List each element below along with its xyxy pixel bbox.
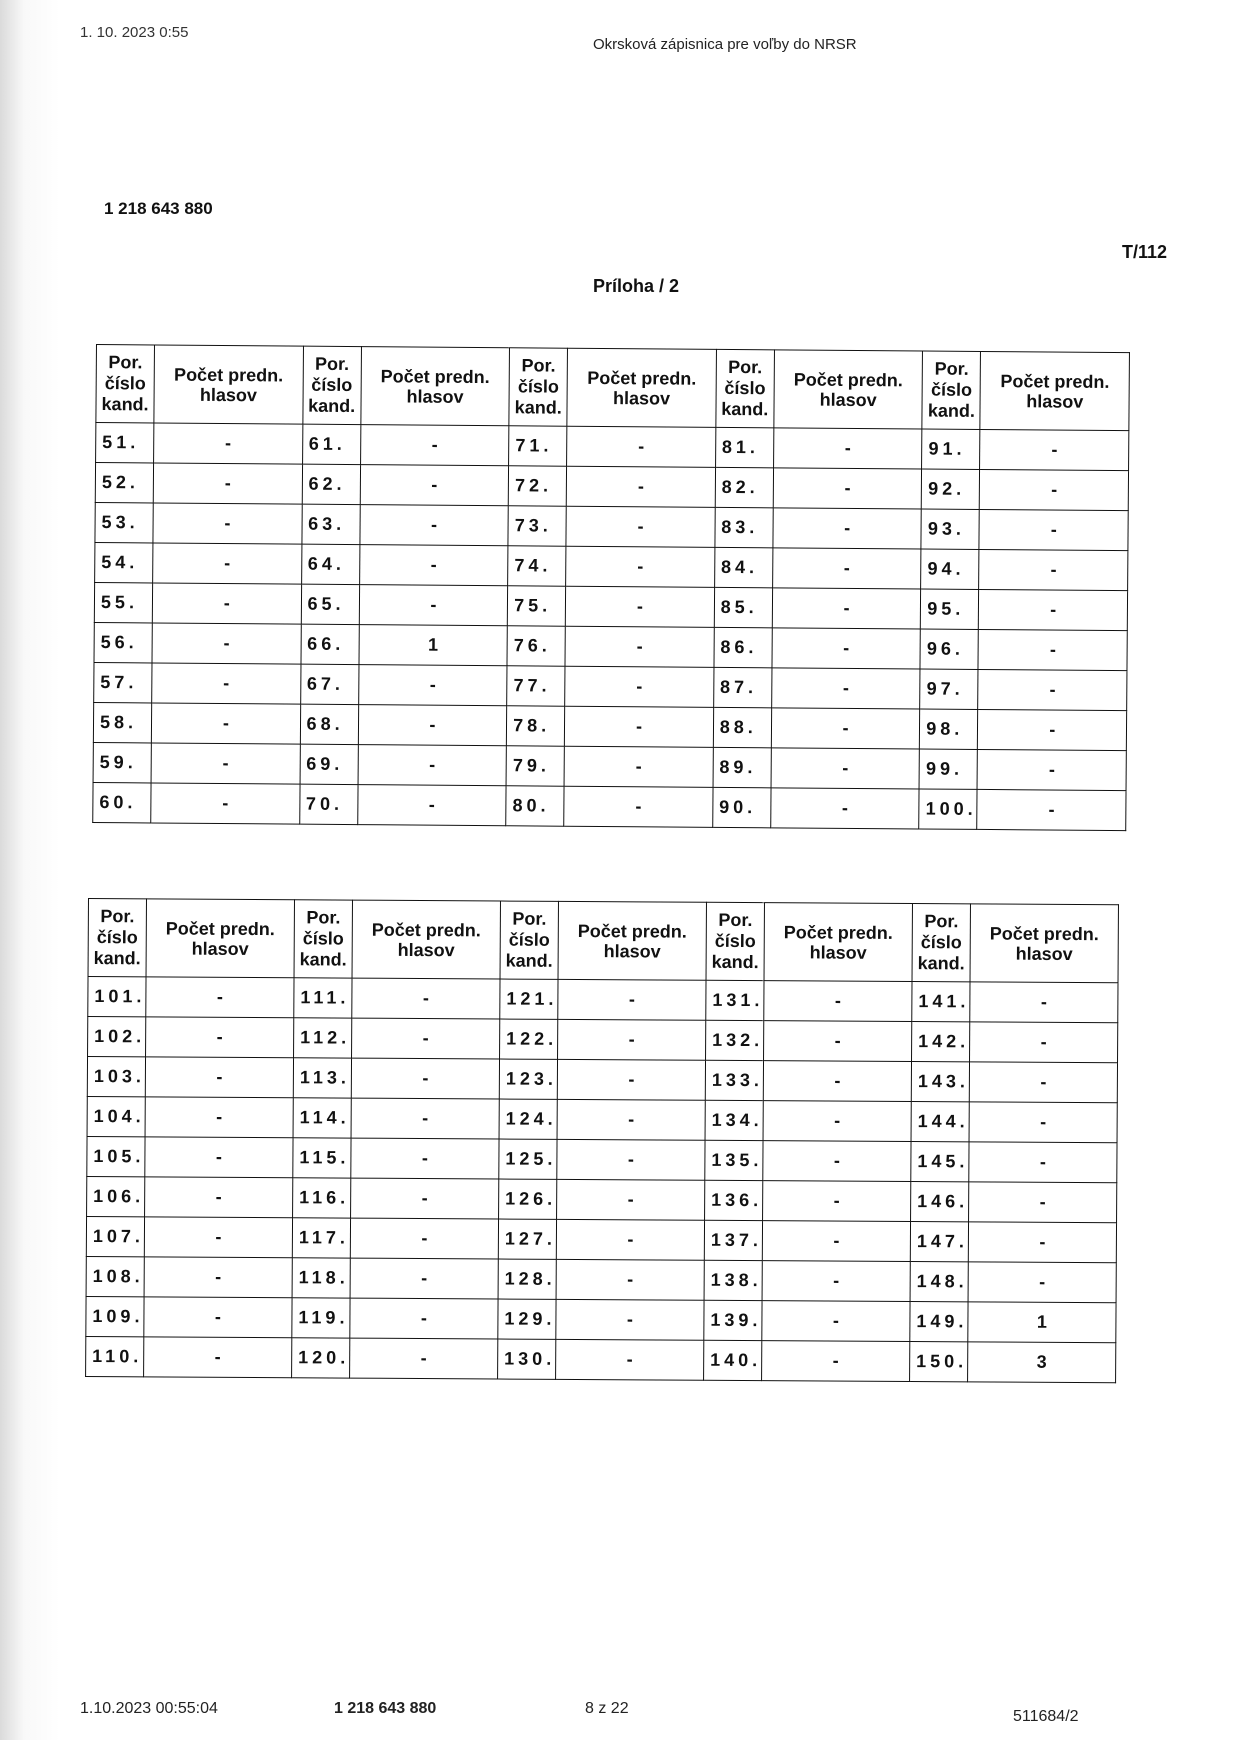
candidate-number-cell: 89. (713, 747, 771, 787)
candidate-number-cell: 54. (95, 542, 153, 582)
preference-votes-cell: - (557, 1139, 705, 1180)
candidate-number-cell: 82. (715, 467, 773, 507)
candidate-number-cell: 84. (714, 547, 772, 587)
preference-votes-cell: - (350, 1338, 498, 1379)
candidate-number-cell: 73. (508, 506, 566, 546)
table-row (86, 1336, 1116, 1382)
preference-votes-cell: - (358, 705, 507, 746)
preference-votes-cell: - (360, 465, 509, 506)
preference-votes-cell: - (144, 1297, 292, 1338)
preference-votes-cell: - (351, 1138, 499, 1179)
preference-votes-cell: - (980, 429, 1129, 470)
candidate-number-cell: 95. (921, 589, 979, 629)
candidate-number-cell: 100. (919, 789, 977, 829)
preference-votes-cell: - (351, 1098, 499, 1139)
preference-votes-cell: - (152, 623, 301, 664)
table-row (86, 1216, 1116, 1262)
candidate-number-cell: 99. (919, 749, 977, 789)
preference-votes-cell: - (773, 428, 922, 469)
candidate-number-cell: 63. (302, 504, 360, 544)
print-datetime: 1. 10. 2023 0:55 (80, 24, 189, 41)
candidate-number-cell: 94. (921, 549, 979, 589)
candidate-number-cell: 75. (507, 586, 565, 626)
candidate-number-cell: 76. (507, 626, 565, 666)
candidate-number-cell: 79. (506, 746, 564, 786)
preference-votes-cell: - (146, 1017, 294, 1058)
preference-votes-cell: - (980, 469, 1129, 510)
preference-votes-cell: - (360, 425, 509, 466)
preference-votes-cell: - (565, 706, 714, 747)
candidate-number-cell: 138. (704, 1260, 762, 1300)
table-row (88, 977, 1118, 1023)
candidate-number-cell: 74. (508, 546, 566, 586)
candidate-number-cell: 105. (87, 1136, 145, 1176)
candidate-number-cell: 88. (713, 707, 771, 747)
preference-votes-cell: - (979, 549, 1128, 590)
preference-votes-cell: - (566, 586, 715, 627)
preference-votes-cell: - (772, 628, 921, 669)
preference-votes-cell: - (152, 663, 301, 704)
candidate-number-cell: 72. (508, 466, 566, 506)
table-row (87, 1176, 1117, 1222)
table-header-row (88, 899, 1118, 983)
preference-votes-cell: - (979, 509, 1128, 550)
preference-votes-cell: - (969, 1102, 1117, 1143)
preference-votes-cell: - (977, 789, 1126, 830)
preference-votes-cell: - (763, 1141, 911, 1182)
preference-votes-cell: - (352, 978, 500, 1019)
header-candidate-number: Por. číslo kand. (96, 345, 155, 423)
candidate-number-cell: 127. (498, 1219, 556, 1259)
preference-votes-cell: - (772, 548, 921, 589)
preference-votes-cell: - (772, 588, 921, 629)
form-code: T/112 (1122, 242, 1168, 262)
candidate-number-cell: 53. (95, 502, 153, 542)
candidate-number-cell: 83. (715, 507, 773, 547)
preference-votes-cell: - (359, 545, 508, 586)
preference-votes-cell: 1 (968, 1302, 1116, 1343)
preference-votes-cell: - (969, 1182, 1117, 1223)
header-preference-votes: Počet predn. hlasov (774, 350, 923, 429)
candidate-number-cell: 124. (499, 1099, 557, 1139)
candidate-number-cell: 119. (292, 1298, 350, 1338)
header-candidate-number: Por. číslo kand. (912, 904, 970, 982)
candidate-number-cell: 122. (500, 1019, 558, 1059)
preference-votes-cell: - (763, 1101, 911, 1142)
preference-votes-cell: - (350, 1218, 498, 1259)
candidate-number-cell: 60. (93, 782, 151, 822)
preference-votes-cell: - (145, 1057, 293, 1098)
preference-votes-cell: - (557, 1099, 705, 1140)
header-candidate-number: Por. číslo kand. (922, 351, 981, 429)
header-preference-votes: Počet predn. hlasov (764, 903, 912, 982)
candidate-number-cell: 141. (912, 982, 970, 1022)
candidate-number-cell: 126. (499, 1179, 557, 1219)
candidate-number-cell: 93. (921, 509, 979, 549)
annex-title: Príloha / 2 (593, 276, 680, 296)
footer-doc-number: 1 218 643 880 (334, 1700, 437, 1717)
preference-votes-cell: - (351, 1178, 499, 1219)
candidate-number-cell: 107. (86, 1216, 144, 1256)
candidate-number-cell: 70. (299, 784, 357, 824)
candidate-number-cell: 65. (301, 584, 359, 624)
table-row (87, 1096, 1117, 1142)
preference-votes-cell: - (151, 783, 300, 824)
candidate-number-cell: 85. (714, 587, 772, 627)
preference-votes-cell: - (565, 626, 714, 667)
candidate-number-cell: 143. (911, 1062, 969, 1102)
table-row (86, 1296, 1116, 1342)
candidate-number-cell: 101. (88, 977, 146, 1017)
preference-votes-cell: - (978, 629, 1127, 670)
candidate-number-cell: 96. (920, 629, 978, 669)
header-preference-votes: Počet predn. hlasov (558, 901, 706, 980)
preference-votes-cell: - (978, 709, 1127, 750)
header-candidate-number: Por. číslo kand. (294, 900, 352, 978)
header-preference-votes: Počet predn. hlasov (980, 351, 1129, 430)
preference-votes-cell: - (556, 1219, 704, 1260)
candidate-number-cell: 115. (293, 1138, 351, 1178)
header-candidate-number: Por. číslo kand. (302, 346, 361, 424)
candidate-number-cell: 108. (86, 1256, 144, 1296)
preference-votes-cell: - (763, 1181, 911, 1222)
candidate-number-cell: 55. (94, 582, 152, 622)
preference-votes-cell: - (153, 503, 302, 544)
header-candidate-number: Por. číslo kand. (509, 348, 568, 426)
candidate-number-cell: 121. (500, 979, 558, 1019)
candidate-number-cell: 102. (88, 1017, 146, 1057)
candidate-number-cell: 103. (87, 1057, 145, 1097)
header-candidate-number: Por. číslo kand. (88, 899, 146, 977)
preference-votes-cell: - (144, 1337, 292, 1378)
candidate-number-cell: 150. (910, 1342, 968, 1382)
candidate-number-cell: 147. (910, 1222, 968, 1262)
header-preference-votes: Počet predn. hlasov (567, 348, 716, 427)
candidate-number-cell: 68. (300, 704, 358, 744)
candidate-number-cell: 57. (94, 662, 152, 702)
candidate-number-cell: 92. (922, 469, 980, 509)
header-preference-votes: Počet predn. hlasov (361, 347, 510, 426)
candidate-number-cell: 114. (293, 1098, 351, 1138)
preference-votes-cell: - (556, 1299, 704, 1340)
preference-votes-cell: - (558, 1019, 706, 1060)
preference-votes-cell: - (558, 979, 706, 1020)
preference-votes-cell: - (773, 508, 922, 549)
candidate-number-cell: 134. (705, 1100, 763, 1140)
header-preference-votes: Počet predn. hlasov (154, 345, 303, 424)
candidate-number-cell: 112. (294, 1018, 352, 1058)
candidate-number-cell: 149. (910, 1302, 968, 1342)
preference-votes-cell: - (144, 1217, 292, 1258)
candidate-number-cell: 130. (498, 1339, 556, 1379)
preference-votes-cell: - (762, 1341, 910, 1382)
candidate-number-cell: 132. (706, 1020, 764, 1060)
preference-votes-cell: - (978, 669, 1127, 710)
preference-votes-cell: - (771, 748, 920, 789)
table-header-row (96, 345, 1130, 431)
candidate-number-cell: 91. (922, 429, 980, 469)
candidate-number-cell: 56. (94, 622, 152, 662)
preference-votes-cell: - (977, 749, 1126, 790)
preference-votes-cell: - (357, 785, 506, 826)
preference-votes-cell: 1 (359, 625, 508, 666)
preference-votes-cell: - (556, 1259, 704, 1300)
preference-votes-cell: - (145, 1177, 293, 1218)
candidate-number-cell: 109. (86, 1296, 144, 1336)
preference-votes-cell: - (979, 589, 1128, 630)
candidate-number-cell: 52. (95, 463, 153, 503)
preference-votes-cell: - (762, 1261, 910, 1302)
preference-votes-cell: - (350, 1258, 498, 1299)
preference-votes-cell: 3 (968, 1342, 1116, 1383)
preference-votes-cell: - (350, 1298, 498, 1339)
preference-votes-cell: - (772, 668, 921, 709)
candidate-number-cell: 142. (912, 1022, 970, 1062)
document-title: Okrsková zápisnica pre voľby do NRSR (593, 36, 857, 53)
preference-votes-cell: - (564, 786, 713, 827)
preference-votes-cell: - (566, 546, 715, 587)
preference-votes-cell: - (352, 1018, 500, 1059)
preference-votes-cell: - (351, 1058, 499, 1099)
header-candidate-number: Por. číslo kand. (716, 349, 775, 427)
preference-votes-cell: - (773, 468, 922, 509)
preference-votes-cell: - (146, 977, 294, 1018)
candidate-number-cell: 120. (292, 1338, 350, 1378)
preference-votes-cell: - (153, 543, 302, 584)
table-row (86, 1256, 1116, 1302)
preference-votes-cell: - (145, 1137, 293, 1178)
preference-votes-cell: - (567, 466, 716, 507)
candidate-number-cell: 97. (920, 669, 978, 709)
preference-votes-cell: - (145, 1097, 293, 1138)
candidate-number-cell: 110. (86, 1336, 144, 1376)
candidate-number-cell: 133. (705, 1060, 763, 1100)
preference-votes-cell: - (360, 505, 509, 546)
candidate-number-cell: 144. (911, 1102, 969, 1142)
candidate-number-cell: 123. (499, 1059, 557, 1099)
candidate-number-cell: 98. (920, 709, 978, 749)
preference-votes-cell: - (564, 746, 713, 787)
candidate-number-cell: 135. (705, 1140, 763, 1180)
table-row (87, 1057, 1117, 1103)
preference-votes-cell: - (968, 1262, 1116, 1303)
preference-votes-cell: - (969, 1062, 1117, 1103)
candidate-number-cell: 125. (499, 1139, 557, 1179)
preference-votes-cell: - (762, 1301, 910, 1342)
preference-votes-cell: - (763, 1061, 911, 1102)
header-preference-votes: Počet predn. hlasov (146, 899, 294, 978)
candidate-number-cell: 104. (87, 1096, 145, 1136)
candidate-number-cell: 113. (293, 1058, 351, 1098)
preference-votes-cell: - (359, 585, 508, 626)
candidate-number-cell: 77. (507, 666, 565, 706)
preference-votes-cell: - (771, 788, 920, 829)
candidate-number-cell: 58. (93, 702, 151, 742)
table-row (88, 1017, 1118, 1063)
candidate-number-cell: 136. (705, 1180, 763, 1220)
candidate-number-cell: 116. (293, 1178, 351, 1218)
candidate-number-cell: 62. (302, 464, 360, 504)
candidate-number-cell: 81. (715, 427, 773, 467)
preference-votes-cell: - (153, 463, 302, 504)
header-preference-votes: Počet predn. hlasov (352, 900, 500, 979)
candidate-number-cell: 139. (704, 1300, 762, 1340)
candidate-number-cell: 87. (713, 667, 771, 707)
candidate-number-cell: 118. (292, 1258, 350, 1298)
candidate-number-cell: 90. (712, 787, 770, 827)
candidate-number-cell: 67. (300, 664, 358, 704)
preference-votes-cell: - (557, 1179, 705, 1220)
candidate-number-cell: 51. (96, 423, 154, 463)
candidate-number-cell: 106. (87, 1176, 145, 1216)
candidate-number-cell: 59. (93, 742, 151, 782)
preference-votes-cell: - (771, 708, 920, 749)
preference-votes-cell: - (762, 1221, 910, 1262)
candidate-number-cell: 140. (704, 1340, 762, 1380)
candidate-number-cell: 148. (910, 1262, 968, 1302)
preference-votes-cell: - (567, 426, 716, 467)
preference-votes-cell: - (557, 1059, 705, 1100)
candidate-number-cell: 145. (911, 1142, 969, 1182)
scan-shadow-edge (0, 0, 60, 1740)
preference-votes-cell: - (566, 506, 715, 547)
footer-timestamp: 1.10.2023 00:55:04 (80, 1700, 218, 1717)
preference-votes-cell: - (358, 745, 507, 786)
preference-votes-cell: - (154, 423, 303, 464)
preference-votes-cell: - (970, 1022, 1118, 1063)
candidate-number-cell: 66. (301, 624, 359, 664)
candidate-number-cell: 61. (302, 424, 360, 464)
header-candidate-number: Por. číslo kand. (706, 902, 764, 980)
candidate-number-cell: 137. (704, 1220, 762, 1260)
preference-votes-cell: - (152, 583, 301, 624)
candidate-number-cell: 128. (498, 1259, 556, 1299)
footer-page-number: 8 z 22 (585, 1700, 629, 1717)
preference-votes-cell: - (358, 665, 507, 706)
candidate-number-cell: 69. (300, 744, 358, 784)
preference-votes-cell: - (970, 982, 1118, 1023)
preference-votes-cell: - (151, 743, 300, 784)
candidate-number-cell: 71. (509, 426, 567, 466)
preference-votes-cell: - (969, 1142, 1117, 1183)
header-candidate-number: Por. číslo kand. (500, 901, 558, 979)
preference-votes-table-101-150 (85, 898, 1119, 1383)
preference-votes-table-51-100 (92, 344, 1130, 831)
candidate-number-cell: 86. (714, 627, 772, 667)
candidate-number-cell: 131. (706, 980, 764, 1020)
table-row (93, 782, 1126, 830)
header-preference-votes: Počet predn. hlasov (970, 904, 1118, 983)
preference-votes-cell: - (556, 1339, 704, 1380)
preference-votes-cell: - (764, 1021, 912, 1062)
preference-votes-cell: - (565, 666, 714, 707)
candidate-number-cell: 80. (506, 786, 564, 826)
preference-votes-cell: - (144, 1257, 292, 1298)
table-row (87, 1136, 1117, 1182)
footer-code: 511684/2 (1013, 1708, 1079, 1725)
candidate-number-cell: 64. (301, 544, 359, 584)
document-number: 1 218 643 880 (104, 199, 213, 218)
candidate-number-cell: 111. (294, 978, 352, 1018)
preference-votes-cell: - (152, 703, 301, 744)
preference-votes-cell: - (764, 981, 912, 1022)
candidate-number-cell: 129. (498, 1299, 556, 1339)
preference-votes-cell: - (968, 1222, 1116, 1263)
candidate-number-cell: 78. (507, 706, 565, 746)
candidate-number-cell: 117. (292, 1218, 350, 1258)
candidate-number-cell: 146. (911, 1182, 969, 1222)
